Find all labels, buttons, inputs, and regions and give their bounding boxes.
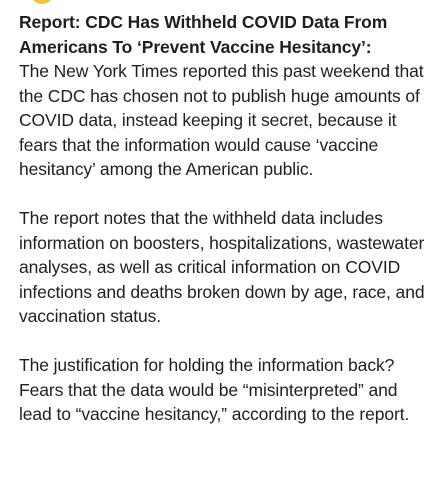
- post-paragraph-1: The New York Times reported this past weekend that the CDC has chosen not to publish huge amounts of COVID data, instead keeping it secret, because it fears that the information would cause ‘vaccine hesitancy’ among the American public.: [19, 61, 424, 179]
- post-title: Report: CDC Has Withheld COVID Data From Americans To ‘Prevent Vaccine Hesitancy’:: [19, 12, 388, 57]
- post-paragraph-3: The justification for holding the information back? Fears that the data would be “misinterpreted” and lead to “vaccine hesitancy,” according to the report.: [19, 355, 410, 424]
- post-paragraph-2: The report notes that the withheld data includes information on boosters, hospitalizations, wastewater analyses, as well as critical information on COVID infections and deaths broken down by age, race, and vaccination status.: [19, 208, 425, 326]
- emoji-icon: [30, 0, 54, 4]
- paragraph-spacer: [19, 182, 427, 207]
- paragraph-spacer: [19, 329, 427, 354]
- post-body: [19, 10, 427, 427]
